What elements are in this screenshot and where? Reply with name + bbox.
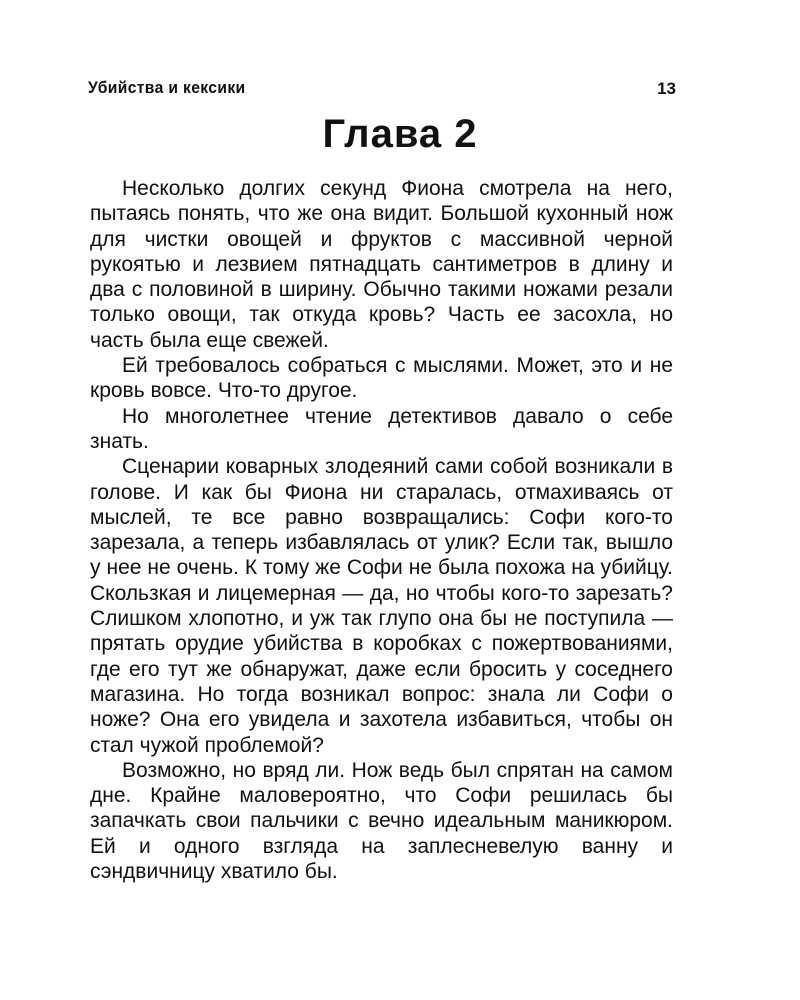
paragraph: Сценарии коварных злодеяний сами собой возникали в голове. И как бы Фиона ни старалась, отмахиваясь от мыслей, те все равно возвращались: Софи кого-то зарезала, а теперь избавлялась от улик? Если так, вышло у нее не очень. К тому же Софи не была похожа на убийцу. Скользкая и лицемерная — да, но чтобы кого-то зарезать? Слишком хлопотно, и уж так глупо она бы не поступила — прятать орудие убийства в коробках с пожертвованиями, где его тут же обнаружат, даже если бросить у соседнего магазина. Но тогда возникал вопрос: знала ли Софи о ноже? Она его увидела и захотела избавиться, чтобы он стал чужой проблемой? [90, 455, 673, 757]
paragraph: Но многолетнее чтение детективов давало о себе знать. [90, 404, 673, 453]
paragraph: Возможно, но вряд ли. Нож ведь был спрятан на самом дне. Крайне маловероятно, что Софи решилась бы запачкать свои пальчики с вечно идеальным маникюром. Ей и одного взгляда на заплесневелую ванну и сэндвичницу хватило бы. [90, 758, 673, 884]
chapter-title: Глава 2 [322, 112, 478, 156]
paragraph: Несколько долгих секунд Фиона смотрела на него, пытаясь понять, что же она видит. Большой кухонный нож для чистки овощей и фруктов с массивной черной рукоятью и лезвием пятнадцать сантиметров в длину и два с половиной в ширину. Обычно такими ножами резали только овощи, так откуда кровь? Часть ее засохла, но часть была еще свежей. [90, 177, 673, 352]
paragraph: Ей требовалось собраться с мыслями. Может, это и не кровь вовсе. Что-то другое. [90, 354, 673, 403]
book-title: Убийства и кексики [88, 78, 246, 97]
page-number: 13 [657, 79, 676, 98]
running-header [88, 78, 676, 100]
chapter-body [90, 176, 673, 884]
